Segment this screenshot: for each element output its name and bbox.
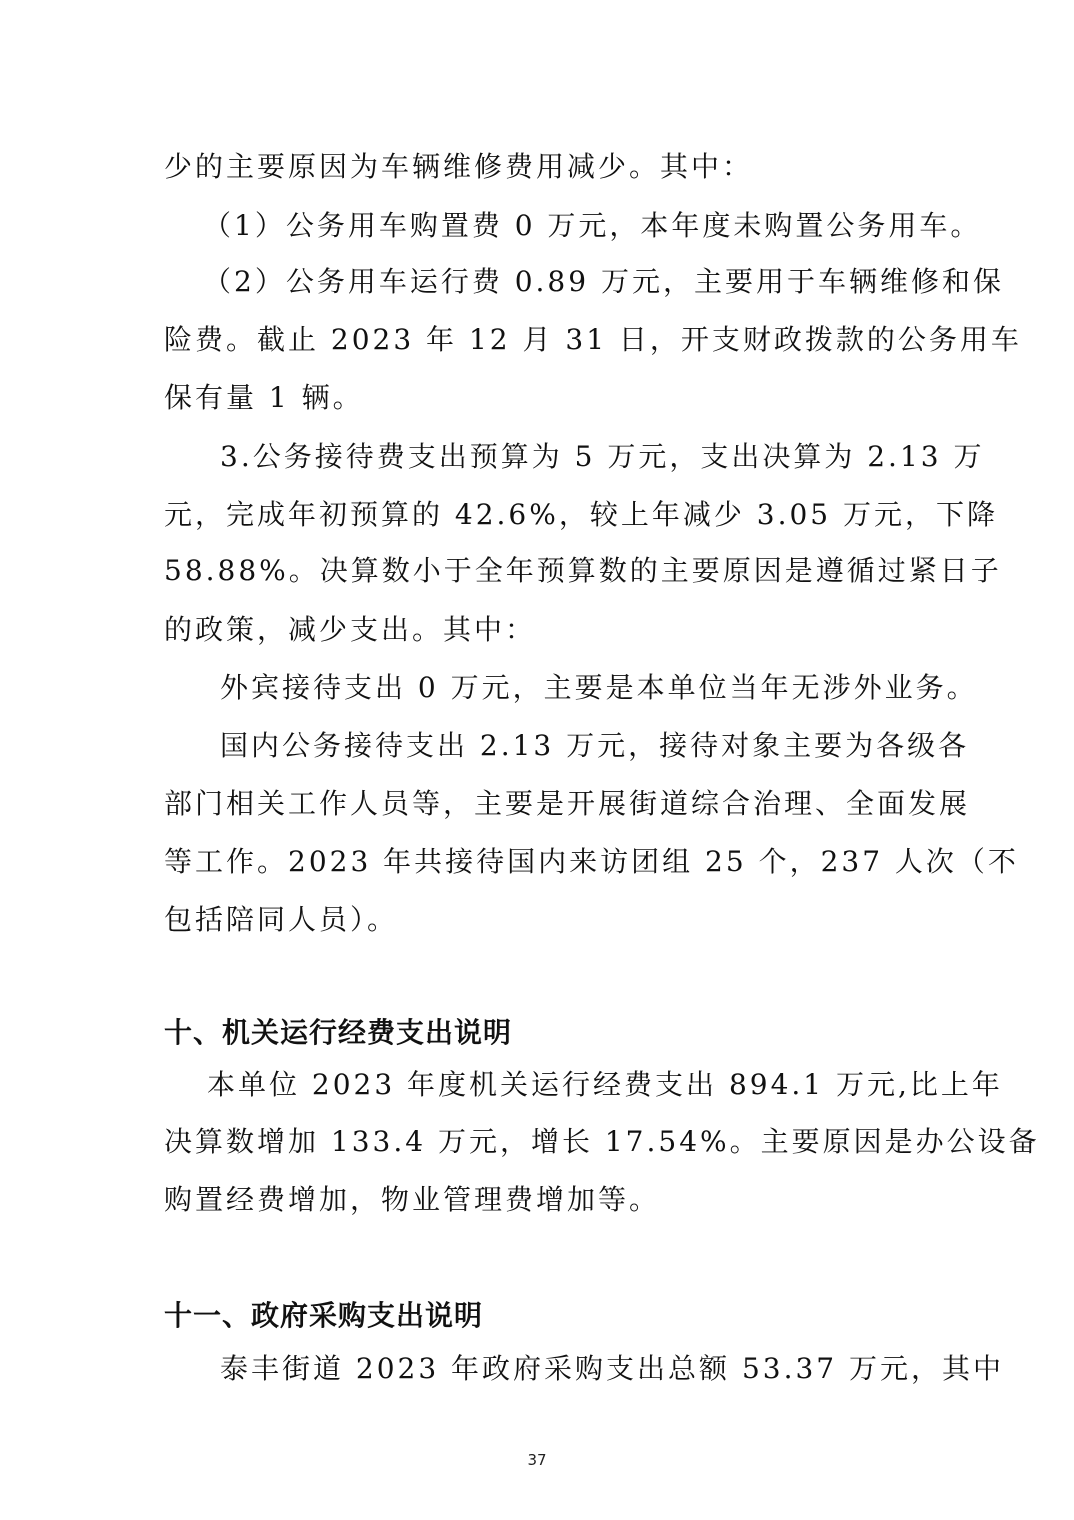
section-10-line-3: 购置经费增加，物业管理费增加等。: [164, 1183, 661, 1216]
body-line-9: 的政策，减少支出。其中：: [164, 613, 537, 646]
body-line-11: 国内公务接待支出 2.13 万元，接待对象主要为各级各: [220, 729, 970, 762]
section-11-line-1: 泰丰街道 2023 年政府采购支出总额 53.37 万元，其中: [220, 1352, 1005, 1385]
section-11-heading: 十一、政府采购支出说明: [164, 1299, 484, 1332]
body-line-5: 保有量 1 辆。: [164, 381, 364, 414]
section-10-line-2: 决算数增加 133.4 万元，增长 17.54%。主要原因是办公设备: [164, 1125, 1040, 1158]
body-line-13: 等工作。2023 年共接待国内来访团组 25 个，237 人次（不: [164, 845, 1019, 878]
body-line-8: 58.88%。决算数小于全年预算数的主要原因是遵循过紧日子: [164, 554, 1002, 587]
body-line-7: 元，完成年初预算的 42.6%，较上年减少 3.05 万元，下降: [164, 498, 998, 531]
body-line-1: 少的主要原因为车辆维修费用减少。其中：: [164, 150, 754, 183]
body-line-6: 3.公务接待费支出预算为 5 万元，支出决算为 2.13 万: [220, 440, 985, 473]
page-number: 37: [527, 1451, 547, 1469]
body-line-3: （2）公务用车运行费 0.89 万元，主要用于车辆维修和保: [203, 265, 1004, 298]
body-line-2: （1）公务用车购置费 0 万元，本年度未购置公务用车。: [203, 209, 982, 242]
section-10-heading: 十、机关运行经费支出说明: [164, 1016, 513, 1049]
body-line-4: 险费。截止 2023 年 12 月 31 日，开支财政拨款的公务用车: [164, 323, 1022, 356]
body-line-14: 包括陪同人员）。: [164, 903, 399, 936]
body-line-12: 部门相关工作人员等，主要是开展街道综合治理、全面发展: [164, 787, 971, 820]
body-line-10: 外宾接待支出 0 万元，主要是本单位当年无涉外业务。: [220, 671, 978, 704]
section-10-line-1: 本单位 2023 年度机关运行经费支出 894.1 万元,比上年: [207, 1068, 1003, 1101]
